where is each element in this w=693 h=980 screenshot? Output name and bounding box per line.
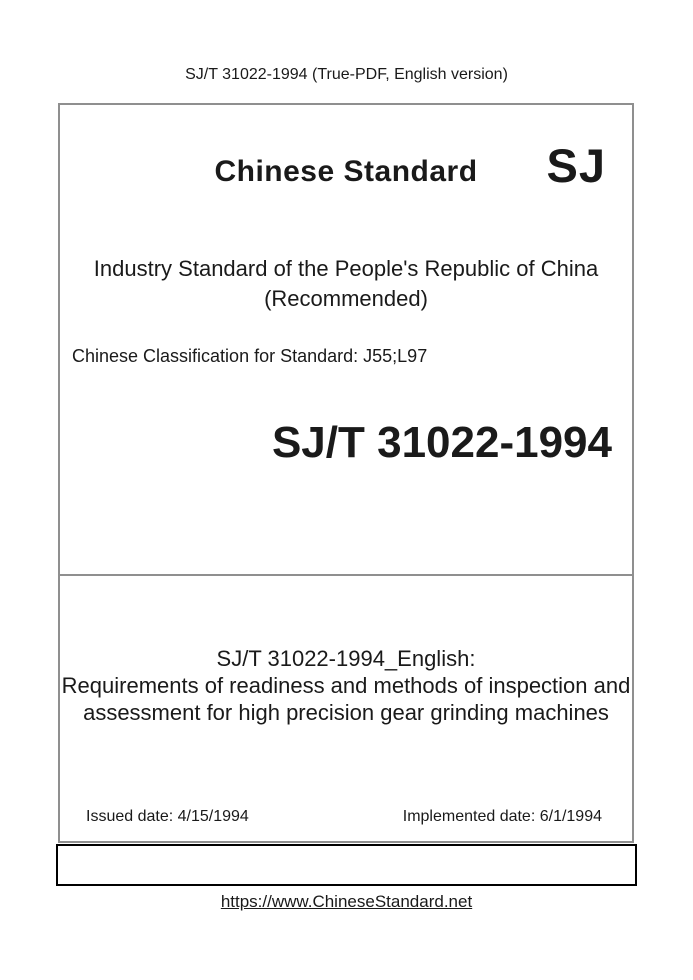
page-header-text: SJ/T 31022-1994 (True-PDF, English version) [185, 66, 508, 83]
standard-number: SJ/T 31022-1994 [271, 418, 612, 467]
doc-title-line-3: assessment for high precision gear grinding machines [83, 700, 609, 725]
sj-logo: SJ [546, 139, 606, 192]
org-line: Industry Standard of the People's Republic of China [93, 256, 599, 281]
brand-title: Chinese Standard [214, 155, 478, 188]
doc-title [60, 645, 632, 726]
doc-title-line-1: SJ/T 31022-1994_English: [216, 646, 476, 671]
dates-row [60, 808, 632, 826]
recommended-line: (Recommended) [264, 286, 428, 311]
footer-empty-box [56, 844, 637, 886]
classification-line: Chinese Classification for Standard: J55;L97 [72, 346, 428, 366]
doc-title-line-2: Requirements of readiness and methods of inspection and [61, 673, 631, 698]
site-link[interactable]: https://www.ChineseStandard.net [220, 892, 473, 911]
site-link-row [0, 892, 693, 912]
section-divider [60, 574, 632, 576]
implemented-date: Implemented date: 6/1/1994 [402, 808, 602, 825]
standard-cover-box [58, 103, 634, 843]
issued-date: Issued date: 4/15/1994 [86, 808, 249, 825]
